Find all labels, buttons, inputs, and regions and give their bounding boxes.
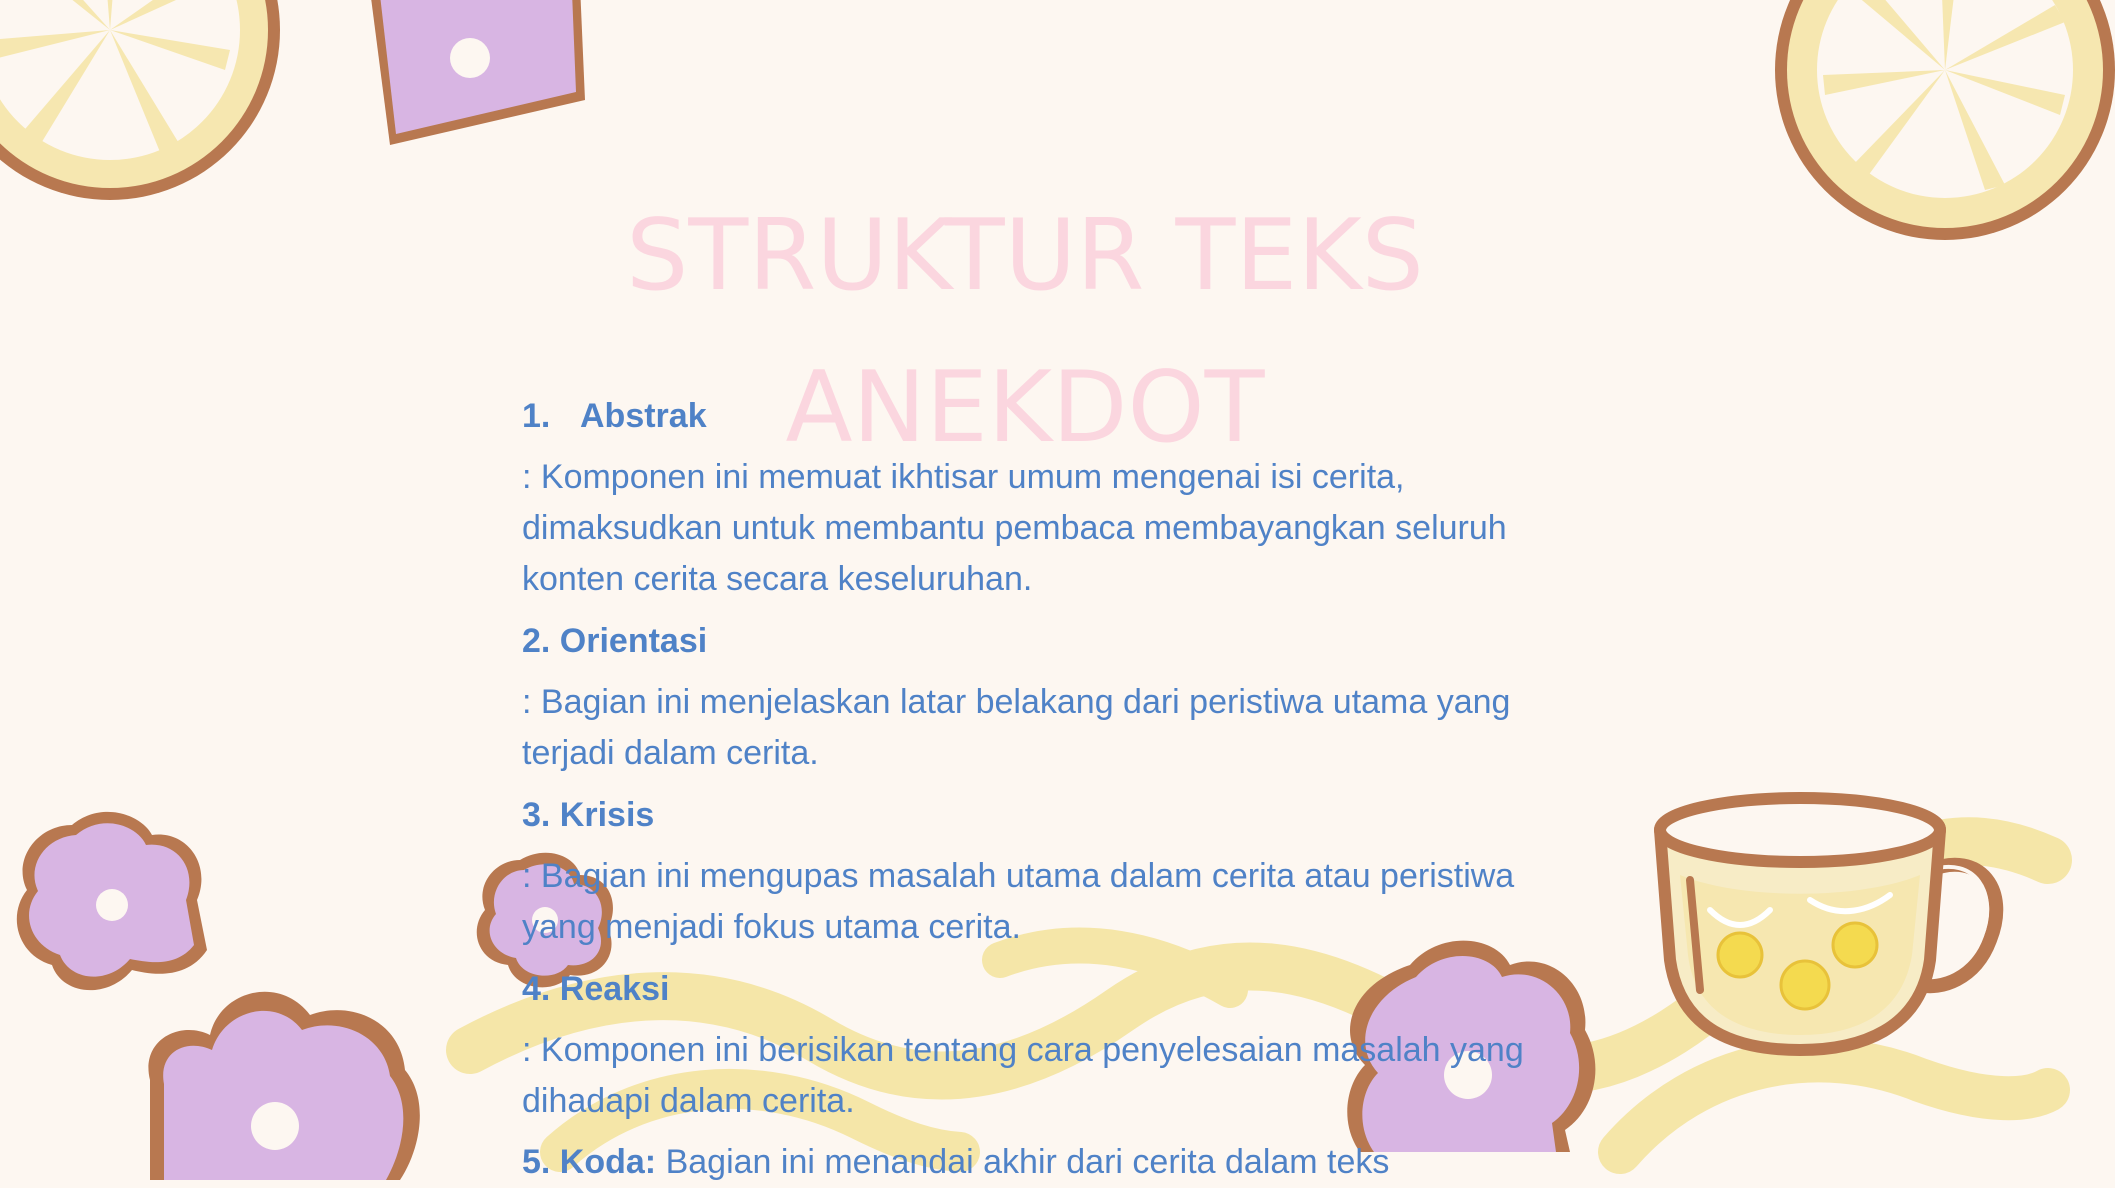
section-body-koda: Bagian ini menandai akhir dari cerita dalam teks (656, 1143, 1390, 1181)
section-body-orientasi: : Bagian ini menjelaskan latar belakang dari peristiwa utama yang terjadi dalam cerita. (522, 683, 1511, 772)
flower-icon (130, 980, 430, 1180)
section-heading-orientasi: 2. Orientasi (522, 622, 708, 660)
title-line-1: STRUKTUR TEKS (626, 199, 1424, 313)
content-list (522, 390, 1532, 1188)
title-line-2: ANEKDOT (785, 351, 1265, 465)
section-heading-text: Abstrak (580, 397, 707, 435)
flower-icon (12, 805, 212, 995)
section-heading-krisis: 3. Krisis (522, 796, 655, 834)
tea-cup-icon (1640, 780, 2010, 1060)
lemon-slice-icon (1755, 0, 2115, 290)
lemon-slice-icon (0, 0, 300, 230)
section-number: 1. (522, 397, 551, 435)
section-koda (522, 1137, 1532, 1188)
section-heading-koda: 5. Koda: (522, 1143, 657, 1181)
section-body-reaksi: : Komponen ini berisikan tentang cara penyelesaian masalah yang dihadapi dalam cerita. (522, 1031, 1524, 1120)
flower-icon (350, 0, 590, 170)
section-body-abstrak: : Komponen ini memuat ikhtisar umum mengenai isi cerita, dimaksudkan untuk membantu pembaca membayangkan seluruh konten cerita secara keseluruhan. (522, 458, 1507, 598)
section-heading-abstrak (522, 390, 1532, 442)
section-body-krisis: : Bagian ini mengupas masalah utama dalam cerita atau peristiwa yang menjadi fokus utama cerita. (522, 857, 1515, 946)
section-heading-reaksi: 4. Reaksi (522, 970, 670, 1008)
